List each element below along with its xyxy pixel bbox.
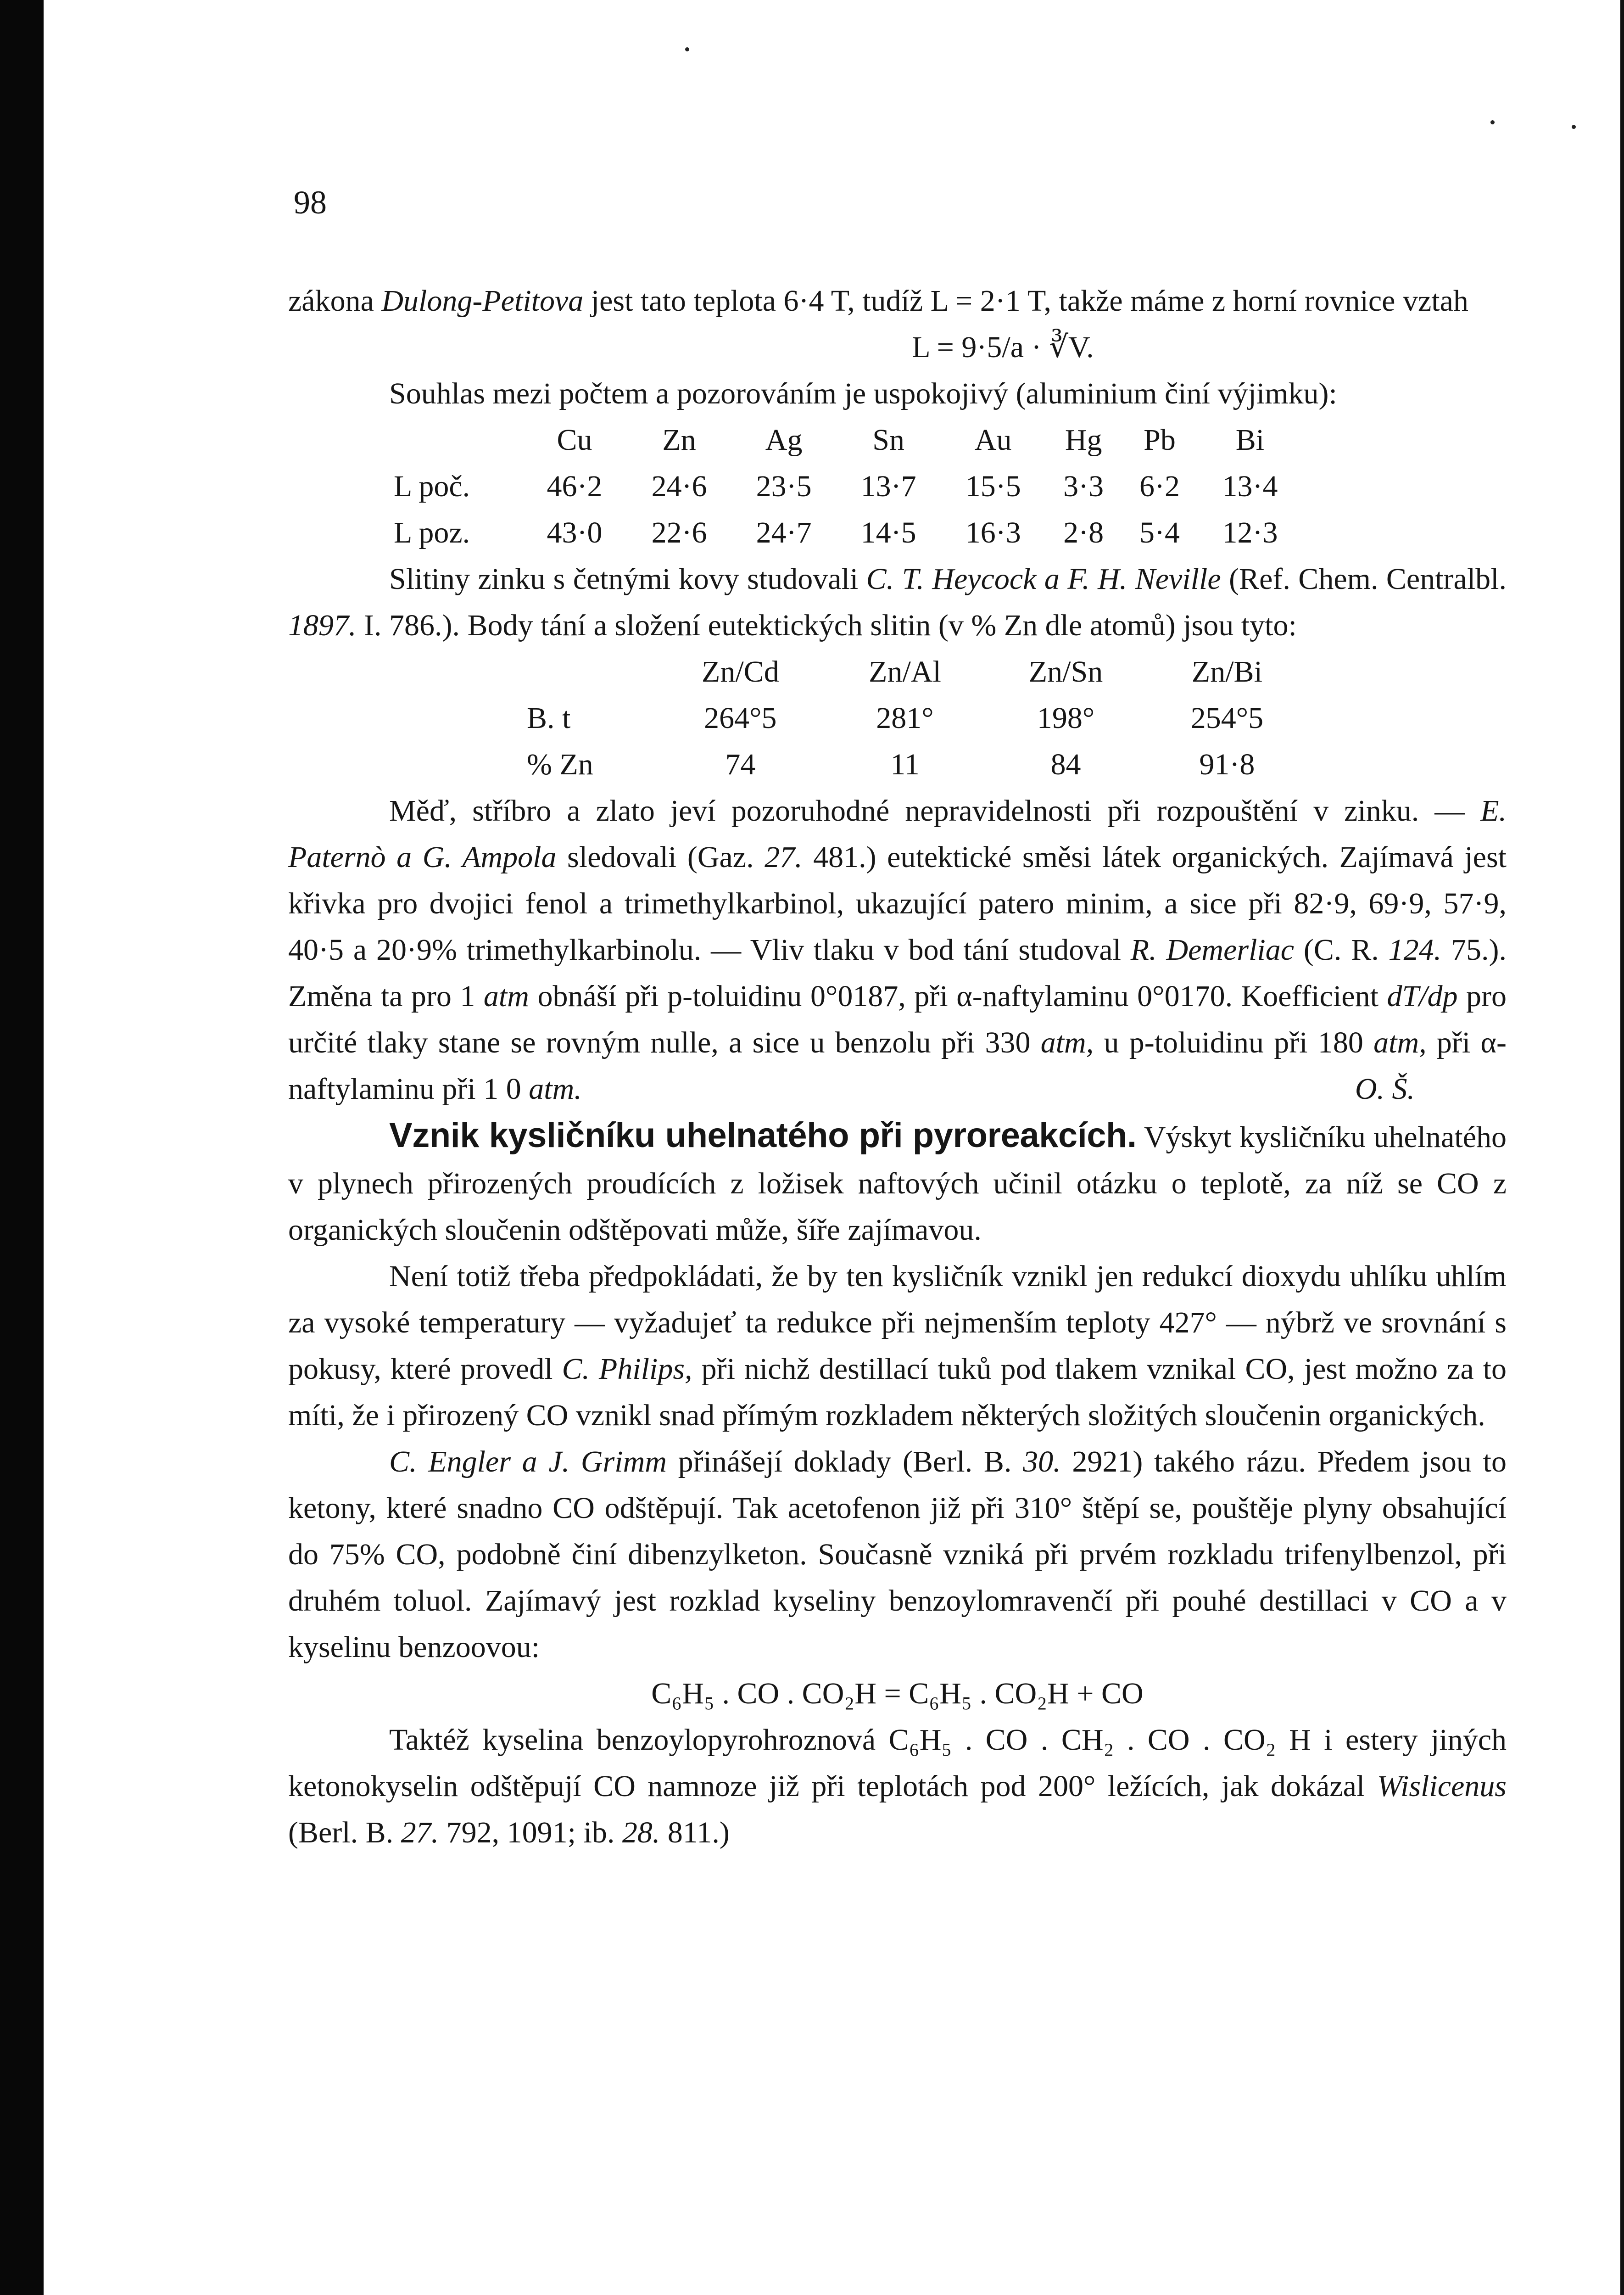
table-row: % Zn 74 11 84 91·8 — [527, 748, 1255, 781]
eutectic-table — [527, 649, 1307, 788]
scan-speck — [685, 47, 689, 51]
page-number: 98 — [294, 184, 327, 221]
scan-border-left — [0, 0, 44, 2295]
scan-speck — [1490, 120, 1495, 124]
table-header-row: Zn/Cd Zn/Al Zn/Sn Zn/Bi — [702, 655, 1262, 688]
table-header-row: Cu Zn Ag Sn Au Hg Pb Bi — [557, 423, 1265, 457]
table-row: B. t 264°5 281° 198° 254°5 — [527, 701, 1264, 735]
author-name: C. Engler a J. Grimm — [389, 1445, 667, 1478]
scan-speck — [1572, 125, 1576, 129]
melting-data-table — [362, 417, 1302, 556]
section-heading: Vznik kysličníku uhelnatého při pyroreakcích. — [389, 1116, 1137, 1155]
engler-paragraph: C. Engler a J. Grimm přinášejí doklady (Berl. B. 30. 2921) takého rázu. Předem jsou to ketony, které snadno CO odštěpují. Tak acetofenon již při 310° štěpí se, pouštěje plyny obsahující do 75% CO, podobně činí dibenzylketon. Současně vzniká při prvém rozkladu trifenylbenzol, při druhém toluol. Zajímavý jest rozklad kyseliny benzoylomravenčí při pouhé destillaci v CO a v kyselinu benzoovou: — [288, 1445, 1507, 1664]
alloys-paragraph: Slitiny zinku s četnými kovy studovali C. T. Heycock a F. H. Neville (Ref. Chem. Centralbl. 1897. I. 786.). Body tání a složení eutektických slitin (v % Zn dle atomů) jsou tyto: — [288, 562, 1507, 642]
author-name: Wislicenus — [1377, 1769, 1507, 1803]
formula-cube-root: L = 9·5/a · ∛V. — [912, 330, 1094, 364]
author-name: E. Paternò a G. Ampola — [288, 794, 1507, 874]
author-name: R. Demerliac — [1130, 933, 1295, 967]
author-name: Dulong-Petitova — [381, 284, 584, 318]
body-text — [288, 278, 1507, 1856]
table-row: L poč. 46·2 24·6 23·5 13·7 15·5 3·3 6·2 13·4 — [394, 470, 1278, 503]
author-signature: O. Š. — [1355, 1072, 1415, 1106]
author-name: C. T. Heycock a F. H. Neville — [866, 562, 1221, 596]
wislicenus-paragraph: Taktéž kyselina benzoylopyrohroznová C₆H₅ . CO . CH₂ . CO . CO₂ H i estery jiných ketonokyselin odštěpují CO namnoze již při teplotách pod 200° ležících, jak dokázal Wislicenus (Berl. B. 27. 792, 1091; ib. 28. 811.) — [288, 1723, 1507, 1849]
scan-border-right — [1620, 0, 1624, 2295]
agreement-paragraph: Souhlas mezi počtem a pozorováním je uspokojivý (aluminium činí výjimku): — [389, 377, 1337, 410]
copper-paragraph: Měď, stříbro a zlato jeví pozoruhodné nepravidelnosti při rozpouštění v zinku. — E. Paternò a G. Ampola sledovali (Gaz. 27. 481.) eutektické směsi látek organických. Zajímavá jest křivka pro dvojici fenol a trimethylkarbinol, ukazující patero minim, a sice při 82·9, 69·9, 57·9, 40·5 a 20·9% trimethylkarbinolu. — Vliv tlaku v bod tání studoval R. Demerliac (C. R. 124. 75.). Změna ta pro 1 atm obnáší při p-toluidinu 0°0187, při α-naftylaminu 0°0170. Koefficient dT/dp pro určité tlaky stane se rovným nulle, a sice u benzolu při 330 atm, u p-toluidinu při 180 atm, při α-naftylaminu při 1 0 atm. O. Š. — [288, 788, 1507, 1112]
intro-paragraph: zákona Dulong-Petitova jest tato teplota 6·4 T, tudíž L = 2·1 T, takže máme z horní rovnice vztah — [288, 284, 1468, 318]
co-reduction-paragraph: Není totiž třeba předpokládati, že by ten kysličník vznikl jen redukcí dioxydu uhlíku uhlím za vysoké temperatury — vyžadujeť ta redukce při nejmenším teploty 427° — nýbrž ve srovnání s pokusy, které provedl C. Philips, při nichž destillací tuků pod tlakem vznikal CO, jest možno za to míti, že i přirozený CO vznikl snad přímým rozkladem některých složitých sloučenin organických. — [288, 1259, 1507, 1432]
co-section-paragraph: Vznik kysličníku uhelnatého při pyroreakcích. Výskyt kysličníku uhelnatého v plynech přirozených proudících z ložisek naftových učinil otázku o teplotě, za níž se CO z organických sloučenin odštěpovati může, šíře zajímavou. — [288, 1116, 1507, 1247]
chemical-equation: C₆H₅ . CO . CO₂H = C₆H₅ . CO₂H + CO — [651, 1677, 1144, 1710]
table-row: L poz. 43·0 22·6 24·7 14·5 16·3 2·8 5·4 12·3 — [394, 516, 1278, 549]
author-name: C. Philips, — [562, 1352, 692, 1386]
